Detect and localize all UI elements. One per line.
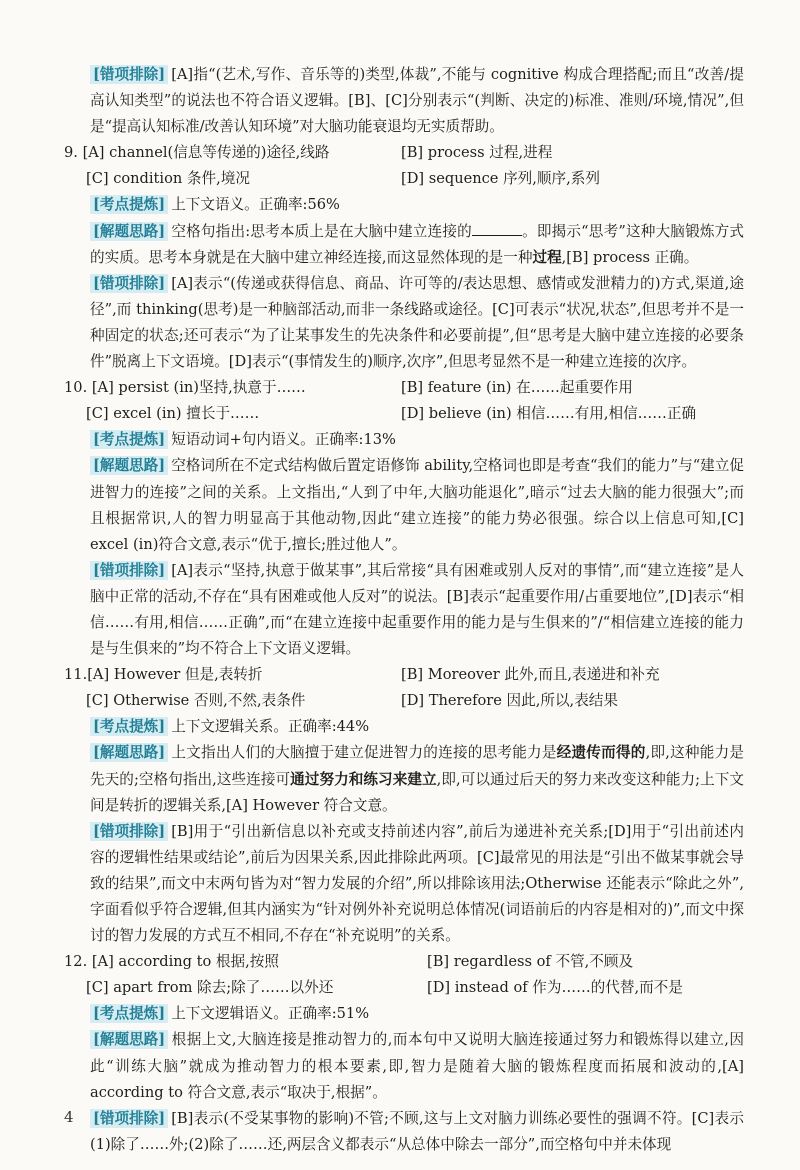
q9-key-point: [64, 192, 744, 218]
answer-blank: [472, 220, 522, 236]
q12-solution: [64, 1027, 744, 1105]
q9-solution-text-3: ,[B] process 正确。: [561, 248, 699, 266]
q11-option-a: 11.[A] However 但是,表转折: [64, 666, 263, 684]
q12-distractor-text: [B]表示(不受某事物的影响)不管;不顾,这与上文对脑力训练必要性的强调不符。[C]表示(1)除了……外;(2)除了……还,两层含义都表示“从总体中除去一部分”,而空格句中并未体现: [90, 1109, 744, 1153]
distractor-tag: [错项排除]: [90, 65, 168, 84]
q8-distractor-text: [A]指“(艺术,写作、音乐等的)类型,体裁”,不能与 cognitive 构成合理搭配;而且“改善/提高认知类型”的说法也不符合语义逻辑。[B]、[C]分别表示“(判断、决定的)标准、准则/环境,情况”,但是“提高认知标准/改善认知环境”对大脑功能衰退均无实质帮助。: [90, 66, 744, 136]
q12-option-b: [B] regardless of 不管,不顾及: [427, 953, 634, 971]
q12-options-row-2: [64, 975, 744, 1001]
q9-distractor-text: [A]表示“(传递或获得信息、商品、许可等的/表达思想、感情或发泄精力的)方式,渠道,途径”,而 thinking(思考)是一种脑部活动,而非一条线路或途径。[C]可表示“状况,状态”,但思考并不是一种固定的状态;还可表示“为了让某事发生的先决条件和必要前提”,但“思考是大脑中建立连接的必要条件”脱离上下文语境。[D]表示“(事情发生的)顺序,次序”,但思考显然不是一种建立连接的次序。: [90, 274, 744, 371]
key-point-tag: [考点提炼]: [90, 430, 168, 449]
q11-option-d: [D] Therefore 因此,所以,表结果: [401, 692, 618, 710]
q9-solution-text-2: 。即揭示“思考”这种大脑锻炼方式的实质。思考本身就是在大脑中建立神经连接,而这显然体现的是一种: [90, 222, 744, 266]
q11-solution-text-1: 上文指出人们的大脑擅于建立促进智力的连接的思考能力是: [171, 744, 557, 762]
q11-option-c: [C] Otherwise 否则,不然,表条件: [86, 692, 306, 710]
q9-solution: [64, 219, 744, 271]
distractor-tag: [错项排除]: [90, 561, 168, 580]
q11-solution-text-3: ,即,可以通过后天的努力来改变这种能力;上下文间是转折的逻辑关系,[A] However 符合文意。: [90, 770, 744, 814]
q9-key-point-text: 上下文语义。正确率:56%: [171, 196, 340, 214]
q12-options-row-1: [64, 949, 744, 975]
q10-key-point-text: 短语动词+句内语义。正确率:13%: [171, 431, 396, 449]
solution-tag: [解题思路]: [90, 743, 168, 762]
q9-option-b: [B] process 过程,进程: [401, 144, 553, 162]
key-point-tag: [考点提炼]: [90, 717, 168, 736]
q10-solution: [64, 453, 744, 557]
q11-solution-bold-2: 通过努力和练习来建立: [290, 770, 437, 788]
q12-option-a: 12. [A] according to 根据,按照: [64, 953, 279, 971]
q11-solution: [64, 740, 744, 818]
q11-key-point-text: 上下文逻辑关系。正确率:44%: [171, 718, 370, 736]
distractor-tag: [错项排除]: [90, 822, 168, 841]
q10-option-a: 10. [A] persist (in)坚持,执意于……: [64, 379, 306, 397]
q10-distractor-text: [A]表示“坚持,执意于做某事”,其后常接“具有困难或别人反对的事情”,而“建立连接”是人脑中正常的活动,不存在“具有困难或他人反对”的说法。[B]表示“起重要作用/占重要地位”,[D]表示“相信……有用,相信……正确”,而“在建立连接中起重要作用的能力是与生俱来的”/“相信建立连接的能力是与生俱来的”均不符合上下文语义逻辑。: [90, 561, 744, 658]
q10-option-d: [D] believe (in) 相信……有用,相信……正确: [401, 405, 697, 423]
q9-options-row-2: [64, 166, 744, 192]
q11-option-b: [B] Moreover 此外,而且,表递进和补充: [401, 666, 660, 684]
q9-option-c: [C] condition 条件,境况: [86, 170, 250, 188]
q12-key-point: [64, 1001, 744, 1027]
q11-solution-text-2: ,即,这种能力是先天的;空格句指出,这些连接可: [90, 744, 744, 788]
q8-distractor-paragraph: [64, 62, 744, 140]
solution-tag: [解题思路]: [90, 222, 168, 241]
q9-distractor: [64, 271, 744, 375]
page-number: 4: [64, 1108, 74, 1126]
q11-options-row-2: [64, 688, 744, 714]
q11-options-row-1: [64, 662, 744, 688]
q11-key-point: [64, 714, 744, 740]
key-point-tag: [考点提炼]: [90, 195, 168, 214]
q10-options-row-1: [64, 375, 744, 401]
q10-distractor: [64, 558, 744, 662]
q9-option-a: 9. [A] channel(信息等传递的)途径,线路: [64, 144, 330, 162]
q12-option-c: [C] apart from 除去;除了……以外还: [86, 979, 334, 997]
q9-options-row-1: [64, 140, 744, 166]
distractor-tag: [错项排除]: [90, 1109, 168, 1128]
q10-option-b: [B] feature (in) 在……起重要作用: [401, 379, 633, 397]
q10-solution-text: 空格词所在不定式结构做后置定语修饰 ability,空格词也即是考查“我们的能力”与“建立促进智力的连接”之间的关系。上文指出,“人到了中年,大脑功能退化”,暗示“过去大脑的能力很强大”;而且根据常识,人的智力明显高于其他动物,因此“建立连接”的能力势必很强。综合以上信息可知,[C] excel (in)符合文意,表示“优于,擅长;胜过他人”。: [90, 457, 744, 553]
solution-tag: [解题思路]: [90, 1030, 168, 1049]
q12-option-d: [D] instead of 作为……的代替,而不是: [427, 979, 683, 997]
q10-key-point: [64, 427, 744, 453]
q9-solution-text-1: 空格句指出:思考本质上是在大脑中建立连接的: [171, 222, 472, 240]
solution-tag: [解题思路]: [90, 456, 168, 475]
q11-distractor: [64, 819, 744, 949]
q12-solution-text: 根据上文,大脑连接是推动智力的,而本句中又说明大脑连接通过努力和锻炼得以建立,因此“训练大脑”就成为推动智力的根本要素,即,智力是随着大脑的锻炼程度而拓展和波动的,[A] according to 符合文意,表示“取决于,根据”。: [90, 1031, 744, 1101]
distractor-tag: [错项排除]: [90, 274, 168, 293]
q11-solution-bold-1: 经遗传而得的: [556, 744, 646, 762]
q9-solution-bold: 过程: [532, 248, 562, 266]
q12-distractor: [64, 1106, 744, 1158]
q10-options-row-2: [64, 401, 744, 427]
q11-distractor-text: [B]用于“引出新信息以补充或支持前述内容”,前后为递进补充关系;[D]用于“引出前述内容的逻辑性结果或结论”,前后为因果关系,因此排除此两项。[C]最常见的用法是“引出不做某事就会导致的结果”,而文中末两句皆为对“智力发展的介绍”,所以排除该用法;Otherwise 还能表示“除此之外”,字面看似乎符合逻辑,但其内涵实为“针对例外补充说明总体情况(词语前后的内容是相对的)”,而文中探讨的智力发展的方式互不相同,不存在“补充说明”的关系。: [90, 822, 744, 945]
q10-option-c: [C] excel (in) 擅长于……: [86, 405, 260, 423]
q9-option-d: [D] sequence 序列,顺序,系列: [401, 170, 600, 188]
q12-key-point-text: 上下文逻辑语义。正确率:51%: [171, 1005, 370, 1023]
key-point-tag: [考点提炼]: [90, 1004, 168, 1023]
